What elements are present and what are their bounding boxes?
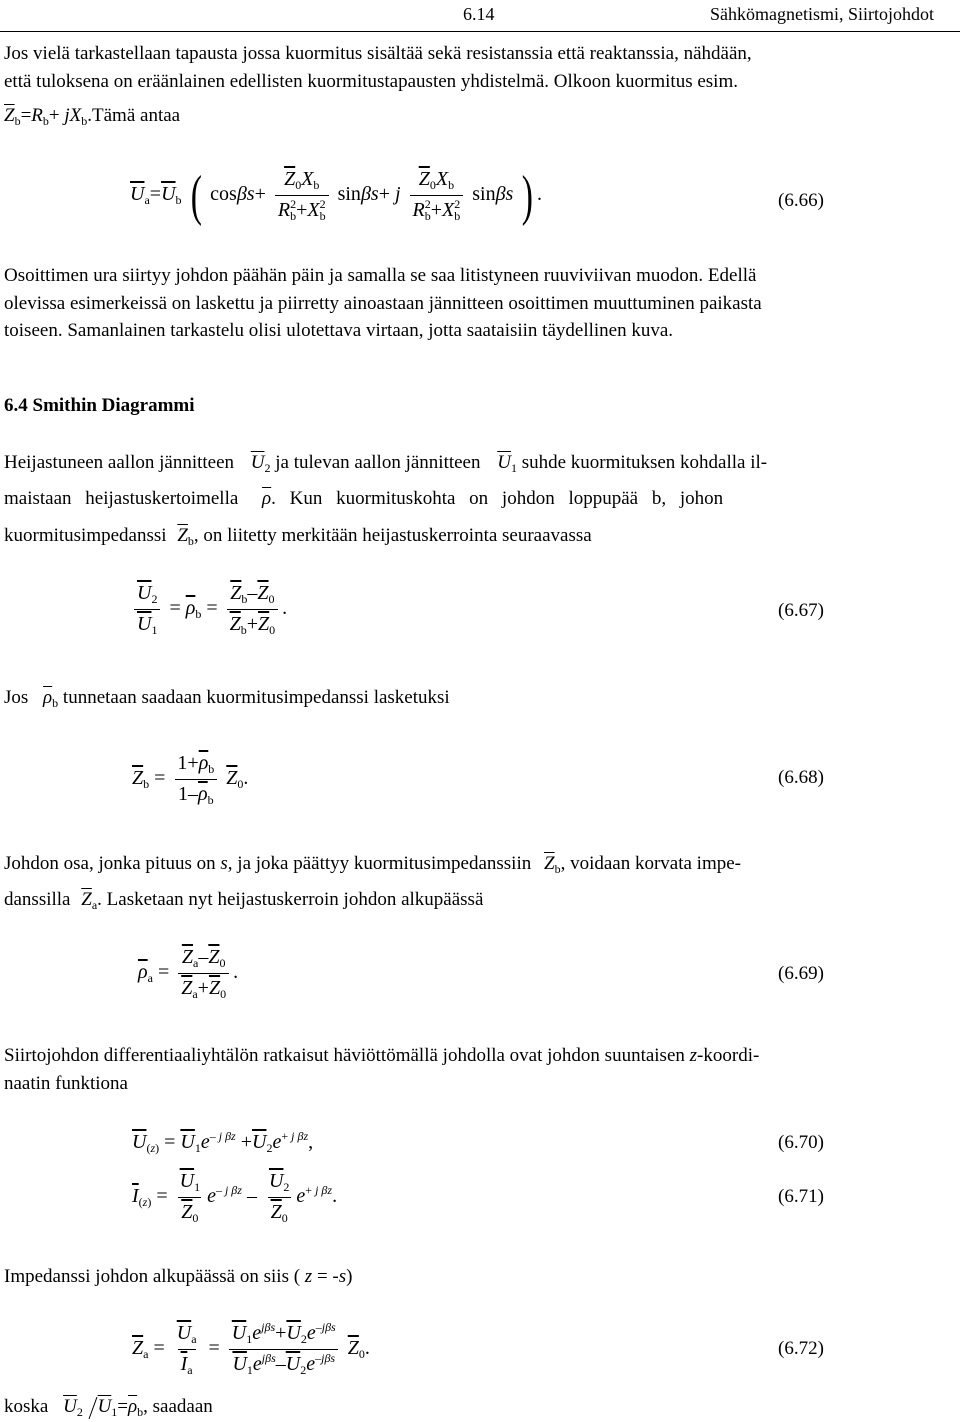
paragraph-7: Impedanssi johdon alkupäässä on siis ( z = -s) xyxy=(4,1266,353,1287)
equation-number-6-71: (6.71) xyxy=(778,1186,824,1207)
paragraph-2-line-3: toiseen. Samanlainen tarkastelu olisi ulotettava virtaan, jotta saataisiin täydellinen kuva. xyxy=(4,320,674,341)
equation-number-6-69: (6.69) xyxy=(778,963,824,984)
paragraph-3-line-2: maistaan heijastuskertoimella $\overline{\rho}$. Kun kuormituskohta on johdon loppupää b, johon xyxy=(4,488,724,509)
equation-6-69: $\overline{\rho}_a$ = $\frac{\overline{Z}_a-\overline{Z}_0}{\overline{Z}_a+\overline{Z}_0}$ . xyxy=(138,946,239,1001)
paragraph-5-line-1: Johdon osa, jonka pituus on s, ja joka päättyy kuormitusimpedanssiin $\overline{Z}_b$, voidaan korvata impe- xyxy=(4,853,741,876)
chapter-title: Sähkömagnetismi, Siirtojohdot xyxy=(710,4,934,24)
equation-6-72: $\overline{Z}_a$ = $\frac{\overline{U}_a}{\overline{I}_a}$ = $\frac{\overline{U}_1e^{j\beta s}+\overline{U}_2e^{-j\beta s}}{\overline{U}_1e^{j\beta s}-\overline{U}_2e^{-j\beta s}}$ $\overline{Z}_0$. xyxy=(132,1320,370,1377)
section-title: 6.4 Smithin Diagrammi xyxy=(4,395,195,416)
equation-6-68: $\overline{Z}_b$ = $\frac{1+\overline{\rho}_b}{1-\overline{\rho}_b}$ $\overline{Z}_0$. xyxy=(132,752,249,807)
paragraph-6-line-1: Siirtojohdon differentiaaliyhtälön ratkaisut häviöttömällä johdolla ovat johdon suuntaisen z-koordi- xyxy=(4,1045,760,1066)
equation-6-66: $\overline{U}_a=\overline{U}_b$ ( cosβs+ $\frac{\overline{Z}_0X_b}{R^2_b+X^2_b}$ sinβs+ j $\frac{\overline{Z}_0X_b}{R^2_b+X^2_b}$ sinβs ) . xyxy=(130,164,542,227)
paragraph-6-line-2: naatin funktiona xyxy=(4,1073,128,1094)
equation-number-6-68: (6.68) xyxy=(778,767,824,788)
equation-number-6-67: (6.67) xyxy=(778,600,824,621)
equation-6-70: $\overline{U}_{(z)} = \overline{U}_1e^{- j \beta z} +\overline{U}_2e^{+ j \beta z}$, xyxy=(132,1129,314,1155)
paragraph-4: Jos $\overline{\rho}_b$ tunnetaan saadaan kuormitusimpedanssi lasketuksi xyxy=(4,687,450,710)
paragraph-2-line-1: Osoittimen ura siirtyy johdon päähän päin ja samalla se saa litistyneen ruuviviivan muodon. Edellä xyxy=(4,265,757,286)
equation-number-6-70: (6.70) xyxy=(778,1132,824,1153)
equation-6-67: $\frac{\overline{U}_2}{\overline{U}_1}$ = $\overline{\rho}_b$ = $\frac{\overline{Z}_b-\overline{Z}_0}{\overline{Z}_b+\overline{Z}_0}$ . xyxy=(130,580,287,639)
equation-number-6-66: (6.66) xyxy=(778,190,824,211)
paragraph-8: koska $\overline{U}_2$ $\overline{U}_1=\overline{\rho}_b$, saadaan xyxy=(4,1396,213,1419)
equation-6-71: $\overline{I}_{(z)}$ = $\frac{\overline{U}_1}{\overline{Z}_0}$ $e^{- j \beta z}$ – $\frac{\overline{U}_2}{\overline{Z}_0}$ $e^{+ j \beta z}$. xyxy=(132,1170,338,1225)
paragraph-2-line-2: olevissa esimerkeissä on laskettu ja piirretty ainoastaan jännitteen osoittimen muuttuminen paikasta xyxy=(4,293,762,314)
paragraph-1-line-1: Jos vielä tarkastellaan tapausta jossa kuormitus sisältää sekä resistanssia että reaktanssia, nähdään, xyxy=(4,43,752,64)
paragraph-5-line-2: danssilla $\overline{Z}_a$. Lasketaan nyt heijastuskerroin johdon alkupäässä xyxy=(4,889,484,912)
header-rule xyxy=(0,31,960,32)
division-slash xyxy=(88,1396,98,1420)
paragraph-3-line-3: kuormitusimpedanssi $\overline{Z}_b$, on liitetty merkitään heijastuskerrointa seuraavassa xyxy=(4,525,592,548)
page-number: 6.14 xyxy=(463,4,495,24)
equation-number-6-72: (6.72) xyxy=(778,1338,824,1359)
paragraph-3-line-1: Heijastuneen aallon jännitteen $\overline{U}_2$ ja tulevan aallon jännitteen $\overline{U}_1$ suhde kuormituksen kohdalla il- xyxy=(4,452,768,475)
paragraph-1-line-3: $\overline{Z}_b=R_b+$ $jX_b.Tämä$ antaa xyxy=(4,105,181,128)
paragraph-1-line-2: että tuloksena on eräänlainen edellisten kuormitustapausten yhdistelmä. Olkoon kuormitus esim. xyxy=(4,71,738,92)
